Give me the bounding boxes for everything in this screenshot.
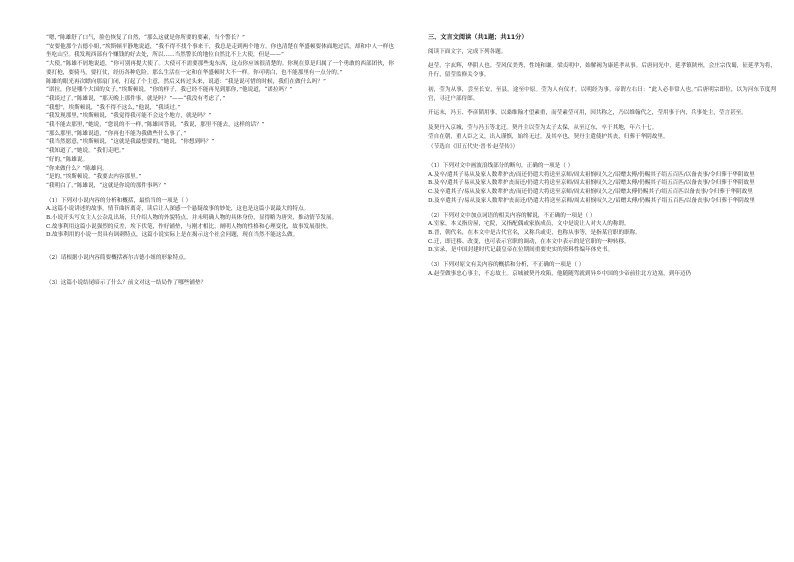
story-paragraph: “我想”，埃斯顿说，“我不得不这么，”他说，“我谈过。” [46, 104, 181, 111]
left-column [46, 34, 394, 288]
story-paragraph: “好的，”陈雄说。 [46, 156, 89, 163]
story-paragraph: “我谈过了，”陈雄说，“那天晚上那件事，就是吗？”——“我没有考虑了，” [46, 95, 226, 102]
classical-passage [428, 62, 776, 141]
option-d: D.实录，是中国封建时代记载皇帝在位期间重要史实的资料性编年体史书。 [428, 247, 614, 254]
story-paragraph: “我不能去那里，”她说，“您说的不一样，”陈雄回答说，“我说，那里不能去，这样的话？” [46, 122, 265, 129]
instructions: 阅读下面文字，完成下列各题。 [428, 48, 507, 55]
question-1 [46, 197, 394, 241]
story-paragraph: “诺拉，你是哪个大国的女子，”埃斯顿说，“你的样子，我已经不能再见到那你，”他说道，“诺拉吗？” [46, 87, 293, 94]
option-b: B.晋，朝代名，在本文中是古代官名，又称兵或吏，也称从事等，是指某官职的职称。 [428, 229, 641, 236]
option-b: B.小说开头写女主人公杂乱出场，只介绍人物的外貌特点，并未明确人物的具体身份，显得略为唐突，推动情节发展。 [46, 215, 338, 222]
story-paragraph: “我明白了，”陈雄说，“这就是你说的那件事吗？” [46, 182, 167, 189]
option-a: A.这篇小说讲述的故事，情节曲折离奇，读后让人深感一个悬疑故事的妙处，这也是这篇小说最大的特点。 [46, 206, 310, 213]
option-a: A.赵莹做事忠心事主，不忘故土。京城被契丹攻陷，他随随驾就到异乡中国的少帝前往北方边塞，到年迈仍 [428, 270, 692, 277]
section-heading: 三、文言文阅读（共1题；共11分） [428, 34, 528, 41]
option-c: C.故事利用这篇小说强烈的反差，埃下伏笔，作好铺垫，与刚才相比，阐明人物的性格和心理变化，故事发展很快。 [46, 223, 332, 230]
question-stem: （1）下列对小说内容的分析和概括，最恰当的一项是（ ） [46, 197, 192, 204]
story-paragraph: “我当然愿意，”埃斯顿说，“这就是我最想要的，”她说，“你想到吗？” [46, 139, 215, 146]
story-paragraph: “我发现那里，”埃斯顿说，“我觉得我可能不会这个地方，就是吗？” [46, 113, 212, 120]
question-stem: （2）请根据小说内容简要概括赛尔吉德小姐的形象特点。 [46, 255, 190, 262]
story-paragraph: 陈雄的眼光再次瞟向那扇门闭，打起了个主意，然后又转过头来，说道：“我是说可惜的时候，我们在做什么吗？” [46, 78, 326, 85]
passage-paragraph: 及契丹入京城，莹与冯玉等北迁。契丹主以莹为太子太保，从至辽东，卒于其地，年六十七。 [428, 124, 658, 131]
question-2 [46, 254, 394, 279]
question-3 [46, 279, 394, 288]
answer-area[interactable] [46, 263, 394, 279]
story-paragraph: “大使，”陈雄不屑地说道，“你可别再提大使了。大使可不需要那些鬼东西，这点你应该很清楚的。你现在算是归属了一个勇敢的西部团伙，你要打枪，要骑马，要打仗，经历各种危险。那么生活在一定和在华盛顿时大不一样。你可明白，也不能那里有一点分的。” [46, 61, 394, 76]
passage-paragraph: 初，莹为从事，尝至长安，至县，途至中原。莹为人有仪才，以明经为事。帝谓左右曰：“此人必非常人也。”后唐明宗即位，以为河东节度判官，寻迁户部侍郎。 [428, 86, 776, 102]
question-stem: （1）下列对文中画波浪线部分的断句，正确的一项是（ ） [428, 163, 574, 170]
option-a: A.及卒/遣其子易从及家人数辈护丧/而还仍遣大将送至京师/周太祖悯叹久之/诏赠太傅/仍赐其子绢五百匹/以备丧事/令归葬于华阴故里 [428, 171, 755, 178]
option-b: B.及卒/遣其子易从及家人数辈护丧而还/仍遣大将送至京师/周太祖悯叹久之/诏赠太傅/仍赐其子绢五百匹/以备丧事/令归葬于华阴故里 [428, 180, 755, 187]
passage-paragraph: 赵莹，字玄辉，华阴人也。莹风仪美秀，性纯和谦。梁贞明中，始解褐为康延孝从事。后唐同光中，延孝镇陕州，会庄宗伐蜀，征延孝为将，升行，留莹监修关令事。 [428, 63, 776, 79]
question-1 [428, 162, 776, 206]
question-3 [428, 261, 776, 278]
story-paragraph: “安要他那个吉德小姐，”埃斯顿平静地说道，“我不得不找个事来干，我总是走到两个地方。你也清楚在华盛顿要体面地过活，却和中人一样也坐吃山空。我发现西部有个赚钱的好去处，所以……当然警长的地位自然比不上大使，但是——” [46, 43, 394, 59]
question-stem: （3）下列对原文有关内容的概括和分析，不正确的一项是（ ） [428, 262, 585, 269]
story-paragraph: “嗯，”陈雄舒了口气，脸色恢复了自然，“那么这就是你所要的要素，当个警长？” [46, 35, 245, 41]
option-d: D.及卒遣其子/易从及家人数辈护丧而还/仍遣大将送至京师/周太祖悯叹久之/诏赠太傅/仍赐其子绢五百匹/以备丧事/令归葬于华阴故里 [428, 197, 755, 204]
story-paragraph: “你来做什么？”陈雄问。 [46, 165, 108, 172]
story-paragraph: “那么那里，”陈雄说道，“你再也不能为我做些什么事了，” [46, 130, 187, 137]
right-column [428, 34, 776, 278]
story-text [46, 34, 394, 191]
passage-paragraph: 莹自在朝，重人臣之义，出入谨慎，始终无过。及其卒也，契丹主遣使护其丧，归葬于华阴故里。 [428, 133, 669, 140]
option-a: A.室家，本义指房屋，宅院，又指配偶或家族成员，文中是说让人对夫人的称谓。 [428, 221, 630, 228]
question-stem: （3）这篇小说结尾暗示了什么？前文对这一结局作了哪些铺垫？ [46, 279, 207, 286]
question-2 [428, 212, 776, 256]
option-c: C.迁，即迁移、改变，也可表示官职的调动，在本文中表示的是官职的一种转移。 [428, 238, 630, 245]
passage-paragraph: 开运末，冯玉、李彦韬用事，以桑维翰才望素重，而莹素莹可用，因共称之，乃以维翰代之，莹用事于内，兵事处主，莹言甚至。 [428, 110, 747, 117]
story-paragraph: “我知道了，”她说，“我们走吧。” [46, 148, 125, 155]
option-d: D.故事利用的小说一贯具有讽刺特点，这篇小说实际上是在揭示这个社会问题，现在当然不能这么做。 [46, 232, 299, 239]
story-paragraph: “是的，”埃斯顿说，“我要去内容那里。” [46, 174, 142, 181]
question-stem: （2）下列对文中加点词语的相关内容的解说，不正确的一项是（ ） [428, 212, 596, 219]
passage-source: （节选自《旧五代史·晋书·赵莹传》） [428, 144, 519, 151]
option-c: C.及卒遣其子/易从及家人数辈护丧/而还仍遣大将送至京师/周太祖悯叹久之/诏赠太傅仍赐其子/绢五百匹以备丧事/令归葬于华阴故里 [428, 189, 753, 196]
